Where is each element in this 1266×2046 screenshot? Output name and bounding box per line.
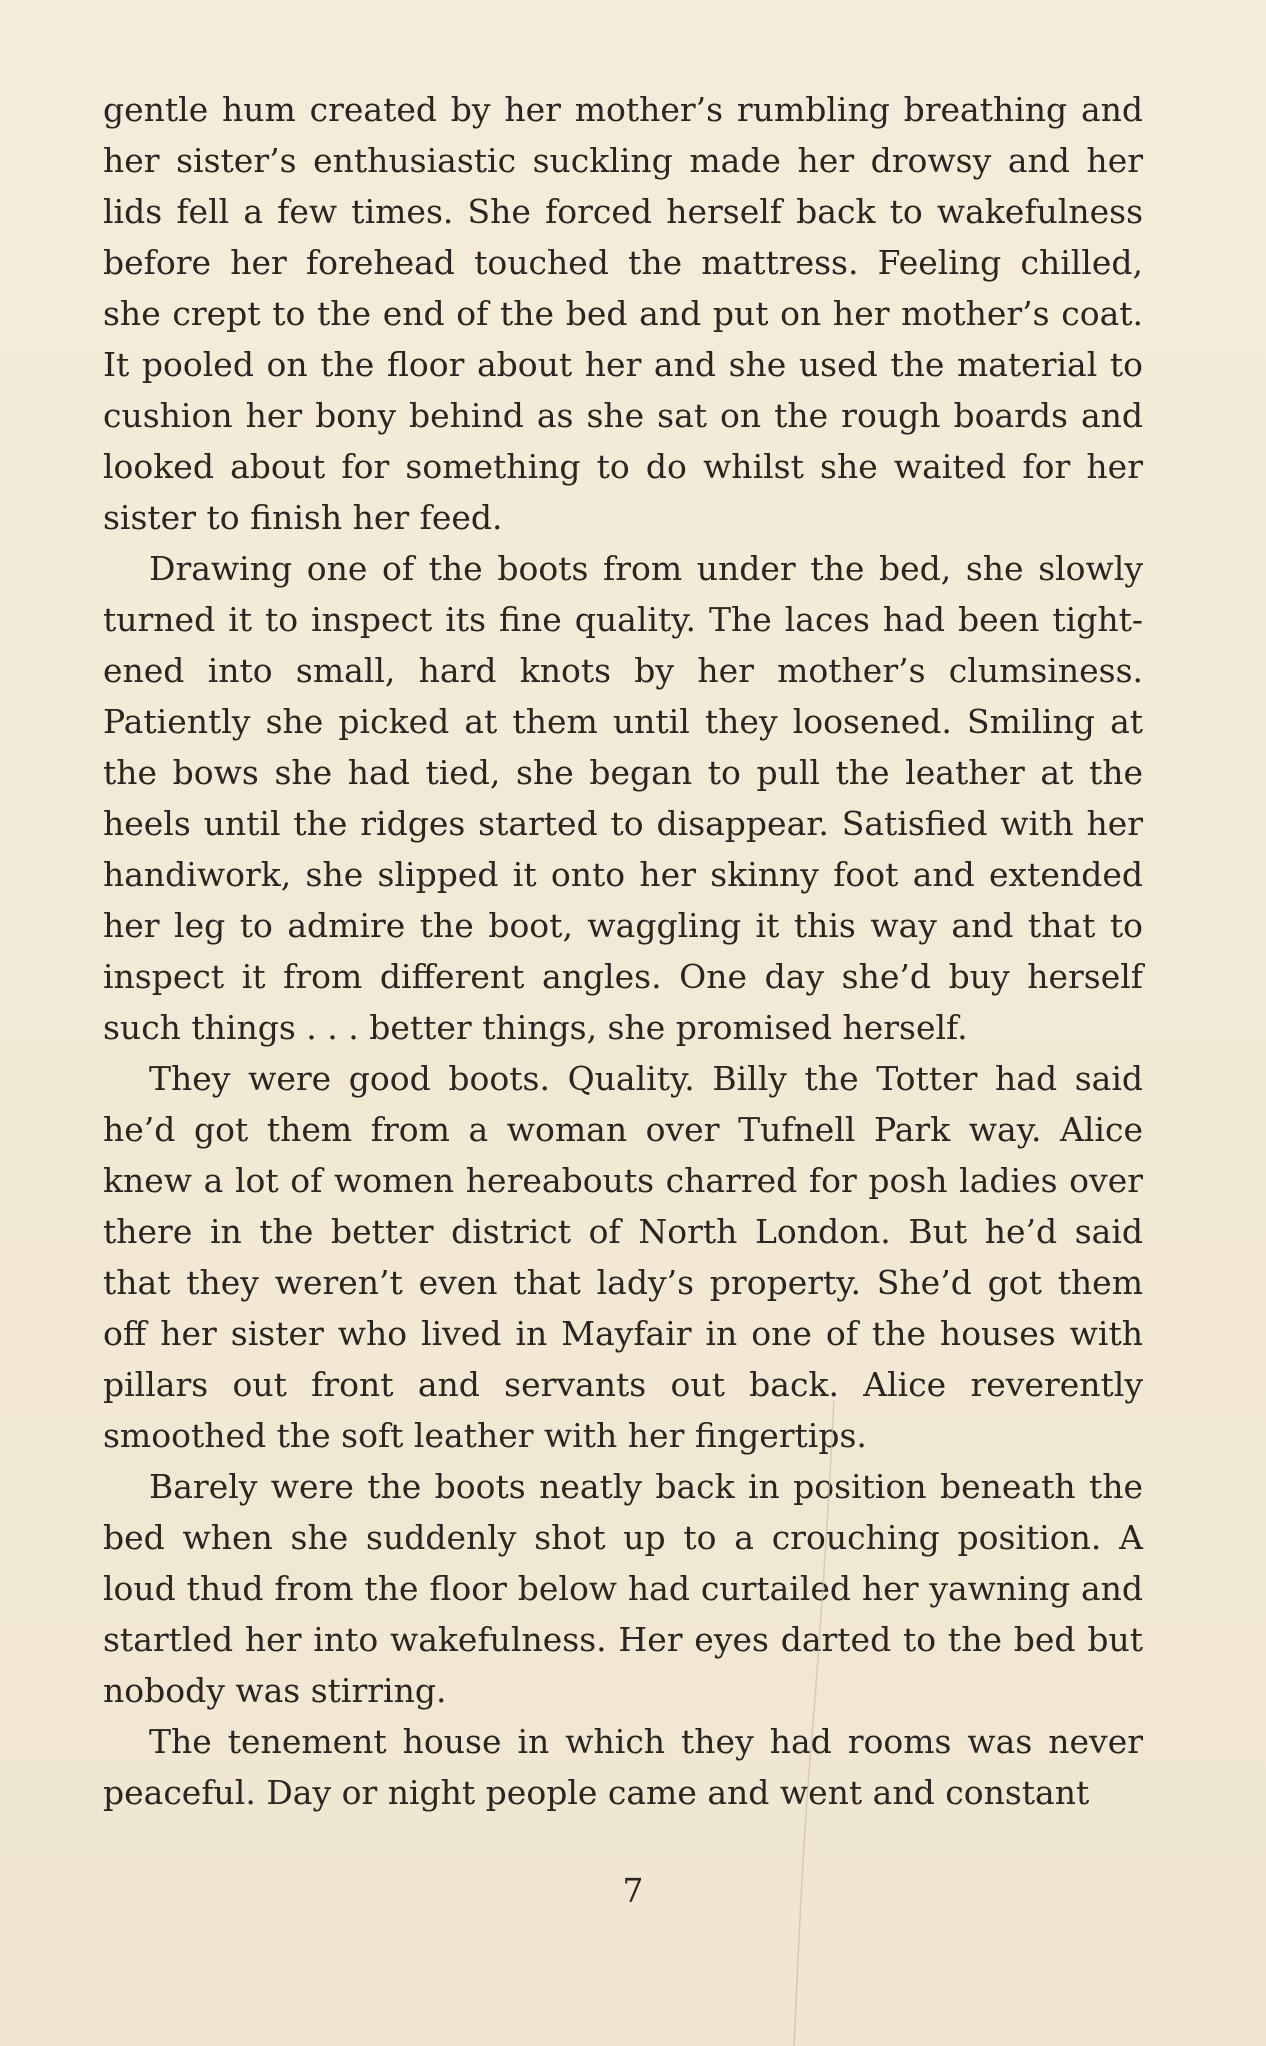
paragraph-4: Barely were the boots neatly back in position beneath the bed when she suddenly shot up to a crouching position. A loud thud from the floor below had curtailed her yawning and startled her into wakefulness. Her eyes darted to the bed but nobody was stirring. [103, 1467, 1143, 1710]
paragraph-2: Drawing one of the boots from under the bed, she slowly turned it to inspect its fine quality. The laces had been tightened into small, hard knots by her mother’s clumsiness. Patiently she picked at them until they loosened. Smiling at the bows she had tied, she began to pull the leather at the heels until the ridges started to disappear. Satisfied with her handiwork, she slipped it onto her skinny foot and extended her leg to admire the boot, waggling it this way and that to inspect it from different angles. One day she’d buy herself such things . . . better things, she promised herself. [103, 549, 1143, 1047]
paragraph-1: gentle hum created by her mother’s rumbling breathing and her sister’s enthusiastic suckling made her drowsy and her lids fell a few times. She forced herself back to wakefulness before her forehead touched the mattress. Feeling chilled, she crept to the end of the bed and put on her mother’s coat. It pooled on the floor about her and she used the material to cushion her bony behind as she sat on the rough boards and looked about for something to do whilst she waited for her sister to finish her feed. [103, 90, 1143, 537]
page-number: 7 [622, 1871, 644, 1910]
body-text [103, 84, 1143, 1818]
paragraph-5: The tenement house in which they had rooms was never peaceful. Day or night people came and went and constant [103, 1722, 1143, 1812]
paragraph-3: They were good boots. Quality. Billy the Totter had said he’d got them from a woman over Tufnell Park way. Alice knew a lot of women hereabouts charred for posh ladies over there in the better district of North London. But he’d said that they weren’t even that lady’s property. She’d got them off her sister who lived in Mayfair in one of the houses with pillars out front and servants out back. Alice reverently smoothed the soft leather with her fingertips. [103, 1059, 1143, 1455]
